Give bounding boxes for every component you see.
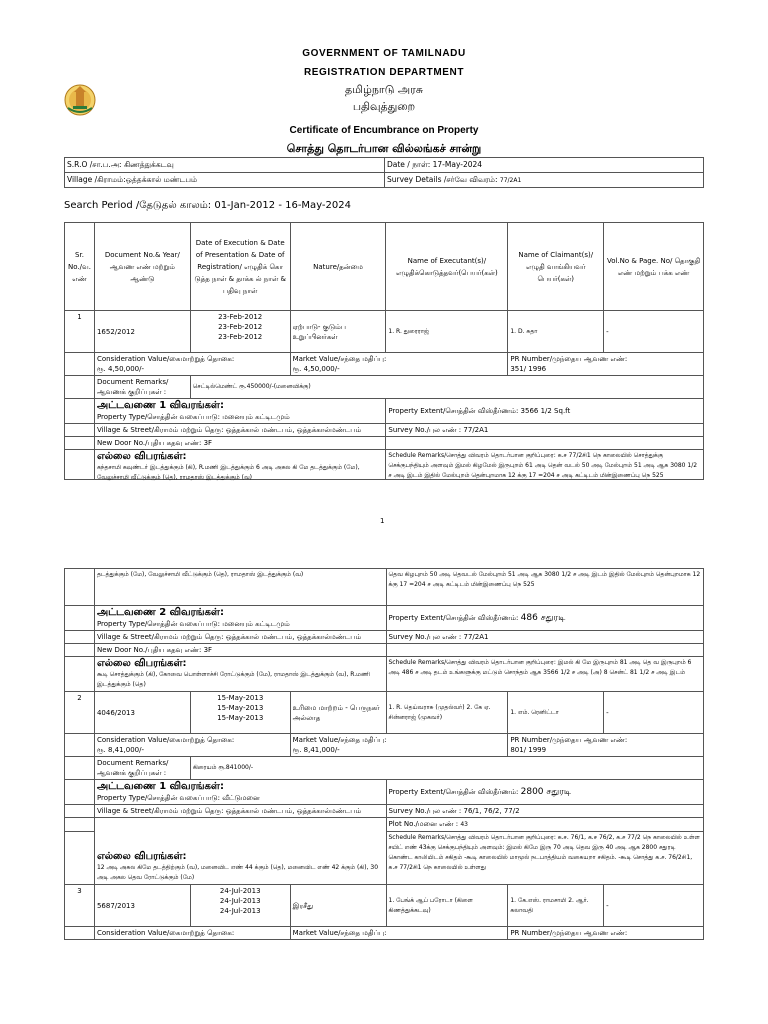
table-row <box>65 757 704 780</box>
consideration-cell: Consideration Value/கைமாற்றுத் தொகை: <box>94 927 290 940</box>
col-executant: Name of Executant(s)/ எழுதிக்கொடுத்தவர்(பெயர்(கள்) <box>386 223 508 311</box>
village-cell: Village /கிராமம்:ஒத்தக்கால் மண்டபம் <box>65 173 385 188</box>
entry-claimant: 1. எம். ரெனிட்டா <box>508 692 604 734</box>
col-claimant: Name of Claimant(s)/ எழுதி வாங்கியவர் பெயர்(கள்) <box>508 223 604 311</box>
table-row <box>65 399 704 424</box>
table-row <box>65 437 704 450</box>
market-cell: Market Value/சந்தை மதிப்பு: <box>290 927 508 940</box>
entry-dates: 24-Jul-2013 24-Jul-2013 24-Jul-2013 <box>190 885 290 927</box>
table-row <box>65 569 704 606</box>
table-row <box>65 734 704 757</box>
village-street-cell: Village & Street/கிராமம் மற்றும் தெரு: ஒத்தக்கால் மண்டபம், ஒத்தக்கால்மண்டபம் <box>94 631 386 644</box>
table-row <box>65 606 704 631</box>
col-sr: Sr. No./வ. எண் <box>65 223 95 311</box>
table-row <box>65 450 704 480</box>
table-row <box>65 818 704 832</box>
entry-executant: 1. R. துரைராஜ் <box>386 311 508 353</box>
extent-cell: Property Extent/சொத்தின் விஸ்தீர்ணம்: 3566 1/2 Sq.ft <box>386 399 704 424</box>
schedule-title-cell: அட்டவணை 1 விவரங்கள்: Property Type/சொத்தின் வகைப்பாடு: வீட்டுமனை <box>94 780 386 805</box>
government-title-tamil: தமிழ்நாடு அரசு <box>344 83 424 96</box>
col-dates: Date of Execution & Date of Presentation & Date of Registration/ எழுதிக் கொ டுத்த நாள் & தாக்க ல் நாள் & பதிவு நாள் <box>190 223 290 311</box>
extent-cell: Property Extent/சொத்தின் விஸ்தீர்ணம்: 486 சதுரடி <box>386 606 704 631</box>
schedule-remarks-cell: Schedule Remarks/சொத்து விவரம் தொடர்பான குறிப்புரை: க.ச 77/2சி1 நெ காலையில் சொத்துக்கு செக்குபந்தியும் அளவும் இமல் கிழமேல் இருபுறம் 61 அடி தென் வடல் 50 அடி மேல்புறம் 51 அடி ஆக 3080 1/2 ச அடி இடம் இதில் மேல்புறம் தென்புறமாக 12 க்கு 17 =204 ச அடி கட்டிடம் மின்இணைப்பு நெ 525 <box>386 450 704 480</box>
remarks-label: Document Remarks/ ஆவணக் குறிப்புகள் : <box>94 376 190 399</box>
government-title: GOVERNMENT OF TAMILNADU <box>302 48 466 59</box>
entry-sr: 1 <box>65 311 95 353</box>
entry-doc: 5687/2013 <box>94 885 190 927</box>
entry-nature: உரிமை மாற்றம் - பெருநகர் அல்லாத <box>290 692 386 734</box>
col-nature: Nature/தன்மை <box>290 223 386 311</box>
tamilnadu-emblem-icon <box>64 82 96 118</box>
schedule-remarks-cell: Schedule Remarks/சொத்து விவரம் தொடர்பான குறிப்புரை: இமல் கி மே இருபுறம் 81 அடி தெ வ இருபுறம் 6 அடி 486 ச அடி தடம் உங்களுக்கு மட்டும் சொந்தம் ஆக 3566 1/2 ச அடி (அ) 8 சென்ட் 81 1/2 ச அடி இடம் <box>386 657 704 692</box>
entry-nature: இரசீது <box>290 885 386 927</box>
schedule-title-cell: அட்டவணை 1 விவரங்கள்: Property Type/சொத்தின் வகைப்பாடு: மனையும் கட்டிடமும் <box>94 399 385 424</box>
market-cell: Market Value/சந்தை மதிப்பு: ரூ. 4,50,000/- <box>290 353 508 376</box>
market-cell: Market Value/சந்தை மதிப்பு: ரூ. 8,41,000/- <box>290 734 508 757</box>
search-period-value: 01-Jan-2012 - 16-May-2024 <box>214 200 351 211</box>
table-row <box>65 657 704 692</box>
village-street-cell: Village & Street/கிராமம் மற்றும் தெரு: ஒத்தக்கால் மண்டபம், ஒத்தக்கால்மண்டபம் <box>94 805 386 818</box>
department-title: REGISTRATION DEPARTMENT <box>303 67 465 78</box>
col-doc: Document No.& Year/ ஆவண எண் மற்றும் ஆண்டு <box>94 223 190 311</box>
encumbrance-table-continued <box>64 568 704 940</box>
pr-cell: PR Number/முந்தைய ஆவண எண்: <box>508 927 704 940</box>
encumbrance-table <box>64 222 704 480</box>
consideration-cell: Consideration Value/கைமாற்றுத் தொகை: ரூ. 8,41,000/- <box>94 734 290 757</box>
entry-claimant: 1. D. சுதா <box>508 311 604 353</box>
door-cell: New Door No./புதிய கதவு எண்: 3F <box>94 644 386 657</box>
extent-cell: Property Extent/சொத்தின் விஸ்தீர்ணம்: 2800 சதுரடி <box>386 780 704 805</box>
entry-dates: 23-Feb-2012 23-Feb-2012 23-Feb-2012 <box>190 311 290 353</box>
table-row <box>65 424 704 437</box>
consideration-cell: Consideration Value/கைமாற்றுத் தொகை: ரூ. 4,50,000/- <box>94 353 290 376</box>
entry-vol: - <box>604 692 704 734</box>
table-row <box>65 644 704 657</box>
boundaries-continued: தடத்துக்கும் (மே), வேலுச்சாமி வீட்டுக்கும் (தெ), ராமதாஸ் இடத்துக்கும் (வ) <box>94 569 386 606</box>
office-info-table <box>64 157 704 188</box>
survey-cell: Survey Details /சர்வே விவரம்: 77/2A1 <box>385 173 704 188</box>
search-period-label: Search Period /தேடுதல் காலம்: <box>64 200 212 211</box>
entry-executant: 1. பேங்க் ஆப் பரோடா (கிளை கிணத்துக்கடவு) <box>386 885 508 927</box>
survey-no-cell: Survey No./புல எண் : 77/2A1 <box>386 424 704 437</box>
date-cell: Date / நாள்: 17-May-2024 <box>385 158 704 173</box>
village-street-cell: Village & Street/கிராமம் மற்றும் தெரு: ஒத்தக்கால் மண்டபம், ஒத்தக்கால்மண்டபம் <box>94 424 385 437</box>
entry-sr: 3 <box>65 885 95 927</box>
remarks-value: செட்டில்மெண்ட் ரூ.450000/-(மனைவிக்கு) <box>190 376 703 399</box>
boundaries-cell: எல்லை விபரங்கள்: கந்தசாமி கவுண்டர் இடத்துக்கும் (கி), R.மணி இடத்துக்கும் 6 அடி அகல கி மே தடத்துக்கும் (மே), வேலுச்சாமி வீட்டுக்கும் (தெ), ராமதாஸ் இடத்துக்கும் (வ) <box>94 450 385 480</box>
table-row <box>65 885 704 927</box>
entry-nature: ஏற்பாடு- குடும்ப உறுப்பினர்கள் <box>290 311 386 353</box>
table-row <box>65 692 704 734</box>
schedule-title-cell: அட்டவணை 2 விவரங்கள்: Property Type/சொத்தின் வகைப்பாடு: மனையும் கட்டிடமும் <box>94 606 386 631</box>
department-title-tamil: பதிவுத்துறை <box>352 100 416 113</box>
certificate-title-tamil: சொத்து தொடர்பான வில்லங்கச் சான்று <box>286 142 482 155</box>
entry-claimant: 1. கே.எஸ். ராமசாமி 2. ஆர். கலாவதி <box>508 885 604 927</box>
table-row <box>65 376 704 399</box>
door-cell: New Door No./புதிய கதவு எண்: 3F <box>94 437 385 450</box>
table-row <box>65 353 704 376</box>
remarks-label: Document Remarks/ ஆவணக் குறிப்புகள் : <box>94 757 190 780</box>
entry-executant: 1. R. தெய்வராசு (முதல்வர்) 2. கே ஏ. சின்னராஜ் (முகவர்) <box>386 692 508 734</box>
col-vol: Vol.No & Page. No/ தொகுதி எண் மற்றும் பக்க எண் <box>604 223 704 311</box>
table-row <box>65 311 704 353</box>
survey-no-cell: Survey No./புல எண் : 76/1, 76/2, 77/2 <box>386 805 704 818</box>
survey-no-cell: Survey No./புல எண் : 77/2A1 <box>386 631 704 644</box>
search-period <box>64 200 351 212</box>
table-row <box>65 631 704 644</box>
schedule-remarks-continued: தெவ கிழபுறம் 50 அடி தெவடல் மேல்புறம் 51 அடி ஆக 3080 1/2 ச அடி இடம் இதில் மேல்புறம் தென்புறமாக 12 க்கு 17 =204 ச அடி கட்டிடம் மின்இணைப்பு நெ 525 <box>386 569 704 606</box>
entry-vol: - <box>604 311 704 353</box>
page-number: 1 <box>380 517 385 525</box>
pr-cell: PR Number/முந்தைய ஆவண எண்: 351/ 1996 <box>508 353 704 376</box>
boundaries-cell: எல்லை விபரங்கள்: 12 அடி அகல கிமே தடத்திற்கும் (வ), மனைவிட எண் 44 க்கும் (தெ), மனைவிட எண் 42 க்கும் (கி), 30 அடி அகல தெவ ரோட்டுக்கும் (மே) <box>94 818 386 885</box>
boundaries-cell: எல்லை விபரங்கள்: கூடி சொத்துக்கும் (கி), கோவை பொள்ளாச்சி ரோட்டுக்கும் (மே), ராமதாஸ் இடத்துக்கும் (வ), R.மணி இடத்துக்கும் (தெ) <box>94 657 386 692</box>
entry-vol: - <box>604 885 704 927</box>
table-row <box>65 927 704 940</box>
entry-dates: 15-May-2013 15-May-2013 15-May-2013 <box>190 692 290 734</box>
entry-doc: 4046/2013 <box>94 692 190 734</box>
plot-cell: Plot No./மனை எண் : 43 <box>386 818 704 832</box>
table-row <box>65 805 704 818</box>
certificate-title: Certificate of Encumbrance on Property <box>289 125 479 136</box>
table-header-row <box>65 223 704 311</box>
entry-doc: 1652/2012 <box>94 311 190 353</box>
sro-cell: S.R.O /சா.ப.அ: கிணத்துக்கடவு <box>65 158 385 173</box>
remarks-value: கிரையம் ரூ.841000/- <box>190 757 703 780</box>
schedule-remarks-cell: Schedule Remarks/சொத்து விவரம் தொடர்பான குறிப்புரை: க.ச. 76/1, க.ச 76/2, க.ச 77/2 நெ காலையில் உள்ள சயிட் எண் 43க்கு செக்குபந்தியும் அளவும்: இமல் கிமே இரு 70 அடி தெவ இரு 40 அடி ஆக 2800 சதுரடி கொண்ட காலியிடம் சகிதம் -கூடி காலையில் மாமூல் நடபாத்தியம் வகையறா சகிதம். -கூடி சொத்து க.ச. 76/2சி1, க.ச 77/2சி1 நெ காலையில் உள்ளது <box>386 832 704 885</box>
entry-sr: 2 <box>65 692 95 734</box>
pr-cell: PR Number/முந்தைய ஆவண எண்: 801/ 1999 <box>508 734 704 757</box>
document-header <box>0 44 768 157</box>
table-row <box>65 780 704 805</box>
